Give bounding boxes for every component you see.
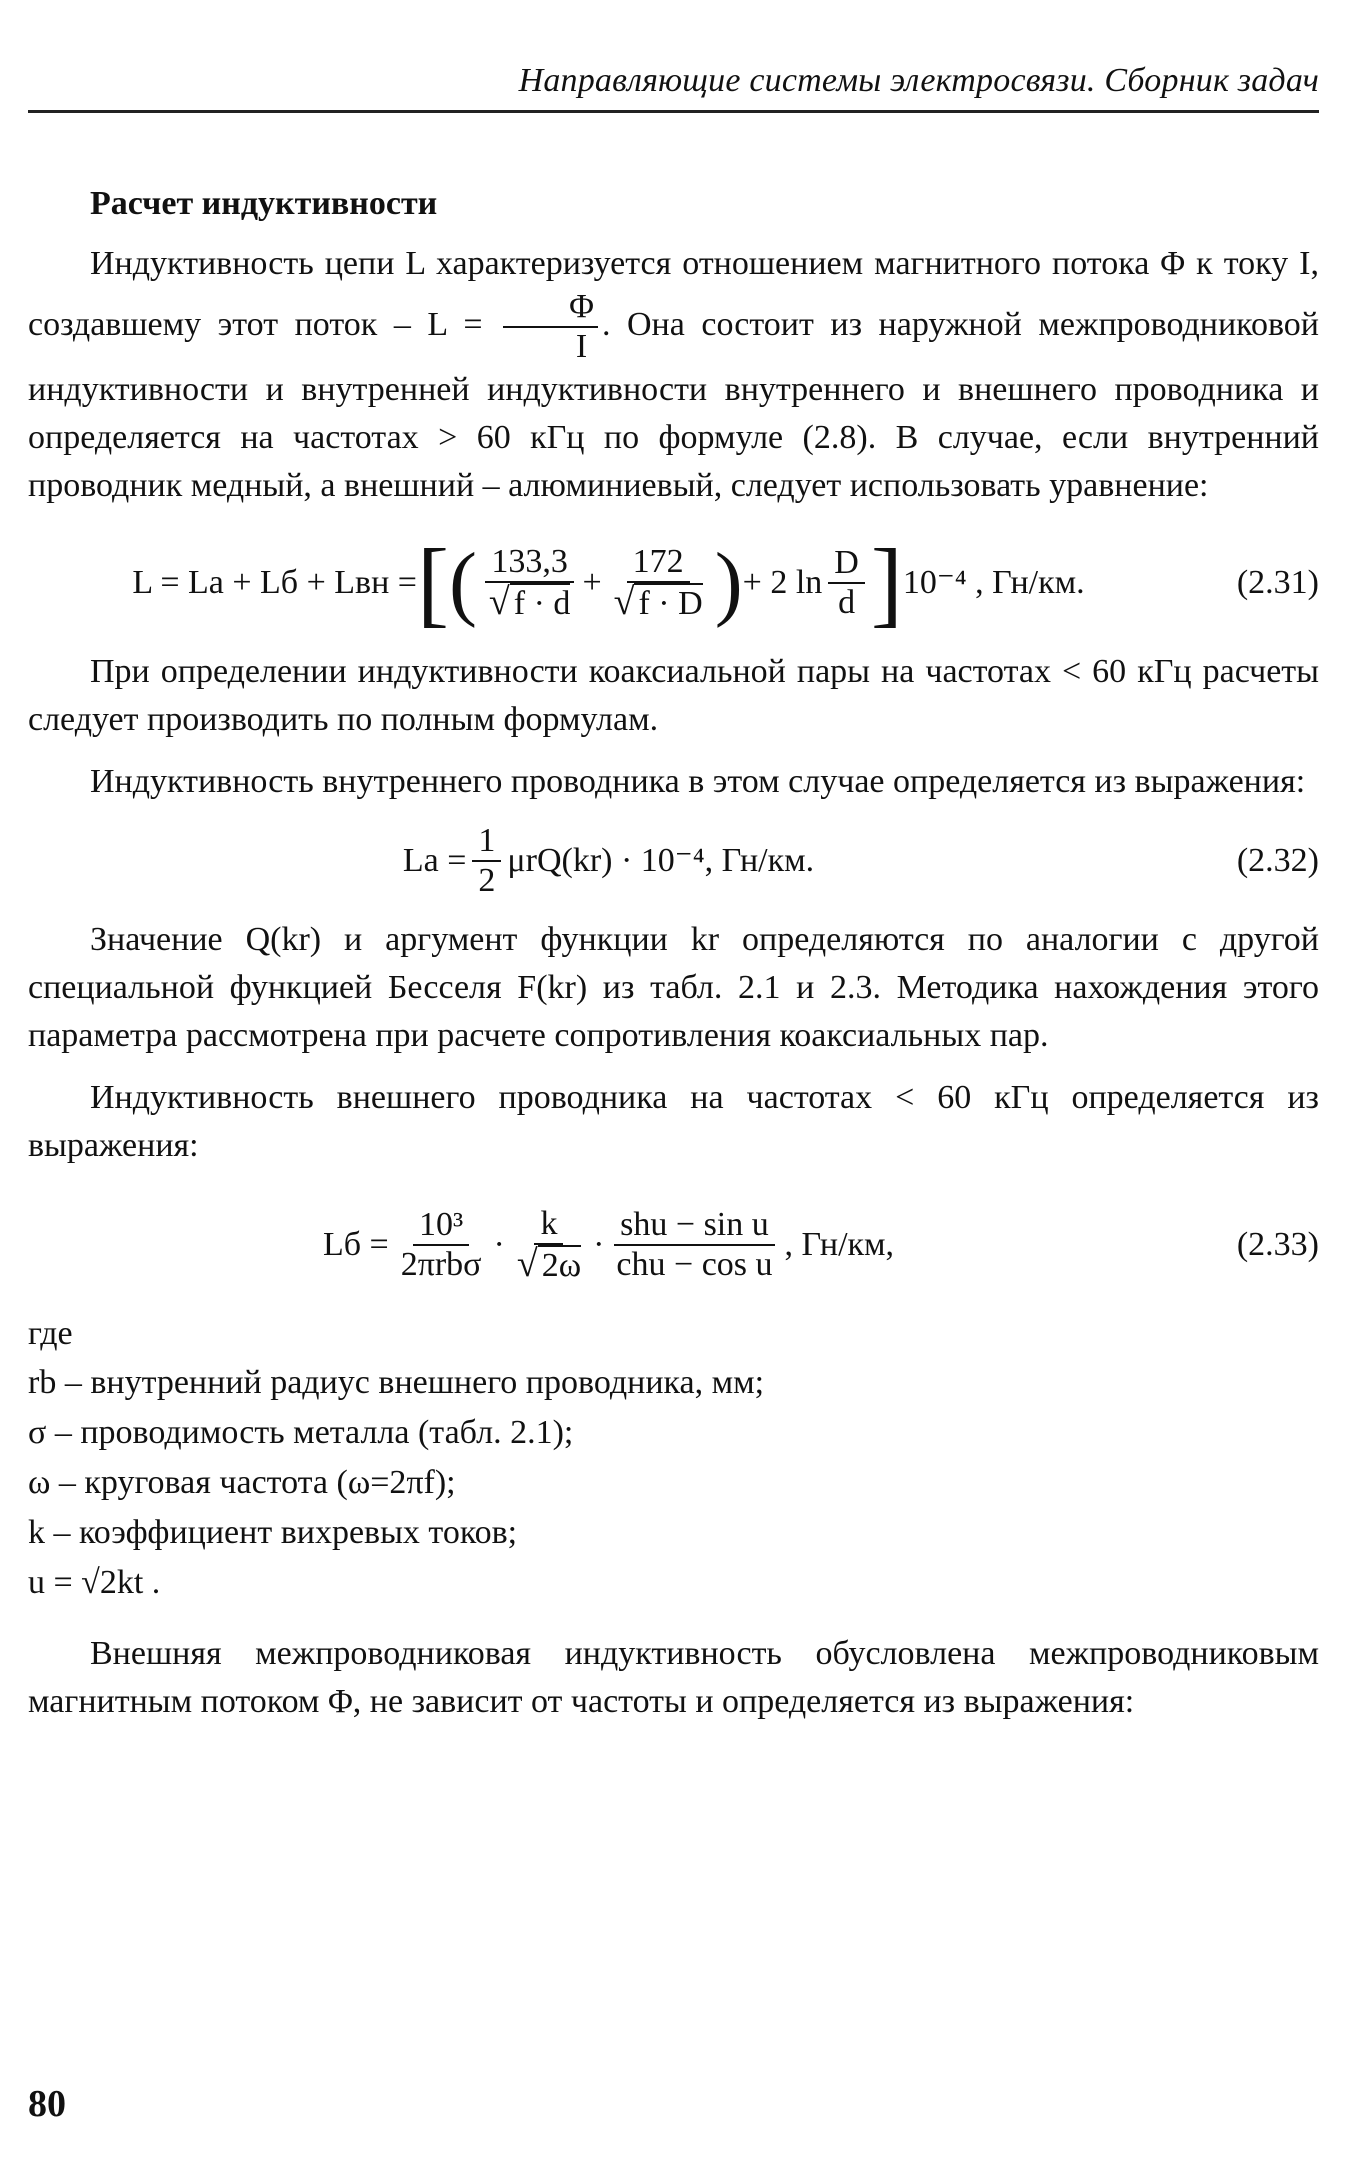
- header-rule: [28, 110, 1319, 113]
- definition-item: rb – внутренний радиус внешнего проводника, мм;: [28, 1364, 765, 1401]
- denominator: √ 2ω: [516, 1243, 582, 1285]
- sqrt-content: f · D: [634, 583, 702, 622]
- log-term: + 2 ln: [742, 564, 823, 601]
- right-paren: ): [714, 536, 743, 629]
- numerator: 133,3: [485, 543, 574, 583]
- definition-item: σ – проводимость металла (табл. 2.1);: [28, 1414, 574, 1451]
- denominator: 2πrbσ: [400, 1246, 482, 1283]
- definitions-list: [28, 1358, 1319, 1608]
- formula-2-33-body: [28, 1180, 1189, 1310]
- intro-text-b: . Она состоит из наружной межпроводниковой индуктивности и внутренней индуктивности внутреннего и внешнего проводника и определяется на частотах > 60 кГц по формуле (2.8). В случае, если внутренний проводник медный, а внешний – алюминиевый, следует использовать уравнение:: [28, 305, 1319, 504]
- formula-rhs: μrQ(kr) · 10⁻⁴, Гн/км.: [507, 842, 815, 879]
- fraction-one-half: [472, 822, 501, 900]
- dot-operator: ·: [493, 1226, 505, 1263]
- equation-number: (2.32): [1236, 842, 1319, 879]
- left-bracket: [: [416, 529, 449, 636]
- fraction-hyperbolic: [610, 1206, 778, 1284]
- formula-2-32-body: [28, 806, 1189, 916]
- section-heading: Расчет индуктивности: [90, 185, 438, 222]
- numerator: 10³: [413, 1206, 469, 1246]
- inline-formula-lhs: L =: [427, 305, 483, 343]
- running-header: Направляющие системы электросвязи. Сборник задач: [518, 62, 1319, 99]
- formula-lhs: L = Lа + Lб + Lвн =: [132, 564, 417, 601]
- paragraph-low-freq: При определении индуктивности коаксиальной пары на частотах < 60 кГц расчеты следует производить по полным формулам.: [28, 653, 1319, 738]
- denominator: chu − cos u: [616, 1246, 773, 1283]
- denominator: √ f · D: [613, 581, 703, 623]
- intro-text-a: Индуктивность цепи L характеризуется отношением магнитного потока Φ к току I, создавшему этот поток –: [28, 245, 1319, 343]
- formula-2-31: [28, 518, 1319, 648]
- formula-lhs: Lа =: [402, 842, 467, 879]
- paragraph-mutual-inductance: Внешняя межпроводниковая индуктивность обусловлена межпроводниковым магнитным потоком Φ, не зависит от частоты и определяется из выражения:: [28, 1635, 1319, 1720]
- paragraph-inner-conductor: Индуктивность внутреннего проводника в этом случае определяется из выражения:: [90, 763, 1306, 800]
- formula-2-31-body: [28, 518, 1189, 648]
- fraction-k: [511, 1205, 587, 1285]
- fraction-d-over-d: [828, 544, 865, 622]
- denominator: 2: [478, 862, 496, 899]
- equation-number: (2.31): [1236, 564, 1319, 601]
- paragraph-q-function: Значение Q(kr) и аргумент функции kr определяются по аналогии с другой специальной функцией Бесселя F(kr) из табл. 2.1 и 2.3. Методика нахождения этого параметра рассмотрена при расчете сопротивления коаксиальных пар.: [28, 921, 1319, 1054]
- dot-operator: ·: [593, 1226, 605, 1263]
- numerator: 172: [627, 543, 690, 583]
- sqrt-content: f · d: [510, 583, 571, 622]
- sqrt-content: 2ω: [538, 1245, 581, 1284]
- right-bracket: ]: [870, 529, 903, 636]
- formula-2-33: [28, 1180, 1319, 1310]
- page-body: [28, 180, 1319, 1726]
- fraction-172: [608, 543, 709, 623]
- definition-item: ω – круговая частота (ω=2πf);: [28, 1464, 456, 1501]
- inline-fraction-phi-over-i: [503, 288, 598, 366]
- fraction-numerator: Φ: [503, 288, 598, 328]
- fraction-10-cubed: [395, 1206, 488, 1284]
- fraction-denominator: I: [575, 328, 588, 365]
- left-paren: (: [448, 536, 477, 629]
- formula-2-32: [28, 806, 1319, 916]
- fraction-133: [483, 543, 577, 623]
- formula-lhs: Lб =: [322, 1226, 389, 1263]
- definition-item: k – коэффициент вихревых токов;: [28, 1514, 518, 1551]
- numerator: k: [534, 1205, 563, 1245]
- denominator: √ f · d: [488, 581, 571, 623]
- paragraph-outer-conductor: Индуктивность внешнего проводника на частотах < 60 кГц определяется из выражения:: [28, 1079, 1319, 1164]
- numerator: shu − sin u: [614, 1206, 775, 1246]
- formula-tail: 10⁻⁴ , Гн/км.: [902, 564, 1085, 601]
- formula-tail: , Гн/км,: [784, 1226, 895, 1263]
- where-label: где: [28, 1315, 73, 1352]
- plus-sign: +: [582, 564, 602, 601]
- denominator: d: [838, 584, 856, 621]
- page-number: 80: [28, 2083, 66, 2125]
- definition-item: u = √2kt .: [28, 1564, 161, 1601]
- numerator: D: [828, 544, 865, 584]
- paragraph-intro: [28, 240, 1319, 510]
- equation-number: (2.33): [1236, 1226, 1319, 1263]
- numerator: 1: [472, 822, 501, 862]
